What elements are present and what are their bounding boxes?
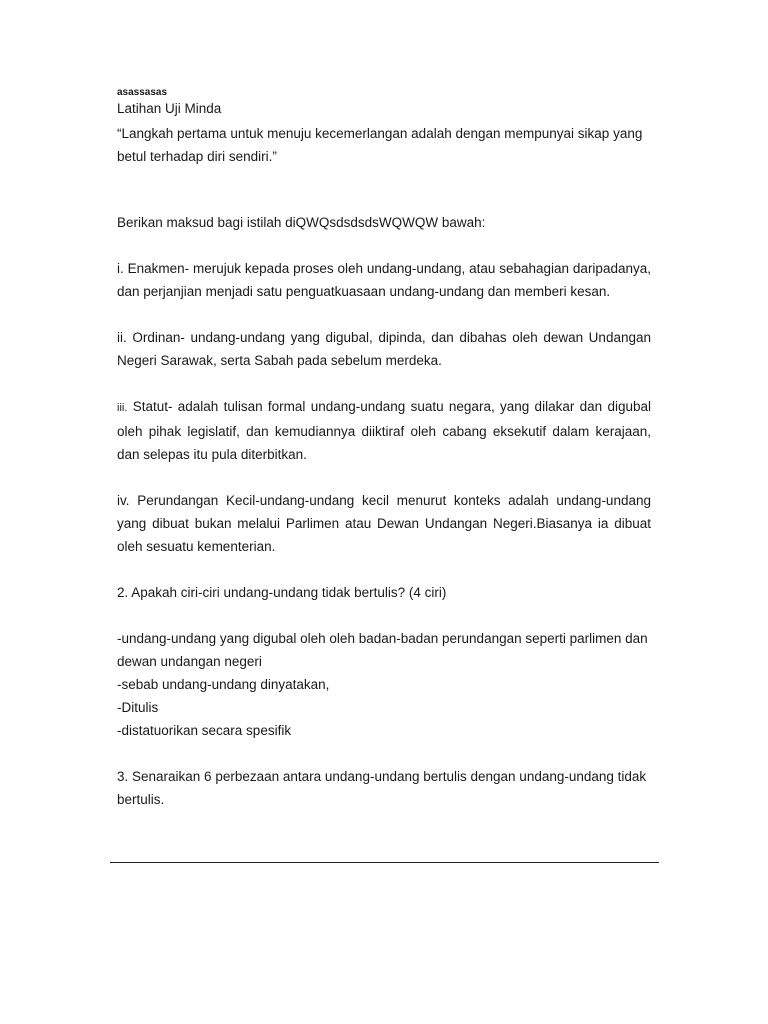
intro-text: Berikan maksud bagi istilah diQWQsdsdsdsWQWQW bawah:: [117, 215, 486, 230]
document-title: Latihan Uji Minda: [117, 101, 222, 116]
definition-item: [117, 257, 651, 303]
definition-text: Perundangan Kecil-undang-undang kecil menurut konteks adalah undang-undang yang dibuat bukan melalui Parlimen atau Dewan Undangan Negeri.Biasanya ia dibuat oleh sesuatu kementerian.: [117, 493, 651, 554]
quote-text: “Langkah pertama untuk menuju kecemerlangan adalah dengan mempunyai sikap yang betul terhadap diri sendiri.”: [117, 126, 643, 164]
definition-marker: iv.: [117, 493, 130, 508]
document-header: asassasas: [117, 87, 168, 98]
answer-list: [117, 627, 651, 742]
list-item: -sebab undang-undang dinyatakan,: [117, 677, 330, 692]
list-item: -undang-undang yang digubal oleh oleh badan-badan perundangan seperti parlimen dan dewan undangan negeri: [117, 631, 648, 669]
question-2: 2. Apakah ciri-ciri undang-undang tidak bertulis? (4 ciri): [117, 585, 447, 600]
list-item: -distatuorikan secara spesifik: [117, 723, 292, 738]
definition-text: Statut- adalah tulisan formal undang-undang suatu negara, yang dilakar dan digubal oleh pihak legislatif, dan kemudiannya diiktiraf oleh cabang eksekutif dalam kerajaan, dan selepas itu pula diterbitkan.: [117, 399, 651, 462]
definition-marker: iii.: [117, 402, 128, 414]
definition-marker: i.: [117, 261, 124, 276]
question-3: 3. Senaraikan 6 perbezaan antara undang-undang bertulis dengan undang-undang tidak bertulis.: [117, 769, 647, 807]
page-divider: [110, 862, 659, 863]
list-item: -Ditulis: [117, 700, 159, 715]
definition-text: Enakmen- merujuk kepada proses oleh undang-undang, atau sebahagian daripadanya, dan perjanjian menjadi satu penguatkuasaan undang-undang dan memberi kesan.: [117, 261, 651, 299]
definition-marker: ii.: [117, 330, 127, 345]
definition-item: [117, 326, 651, 372]
definition-text: Ordinan- undang-undang yang digubal, dipinda, dan dibahas oleh dewan Undangan Negeri Sarawak, serta Sabah pada sebelum merdeka.: [117, 330, 651, 368]
document-page: [117, 86, 651, 834]
definition-item: [117, 395, 651, 466]
definition-item: [117, 489, 651, 558]
